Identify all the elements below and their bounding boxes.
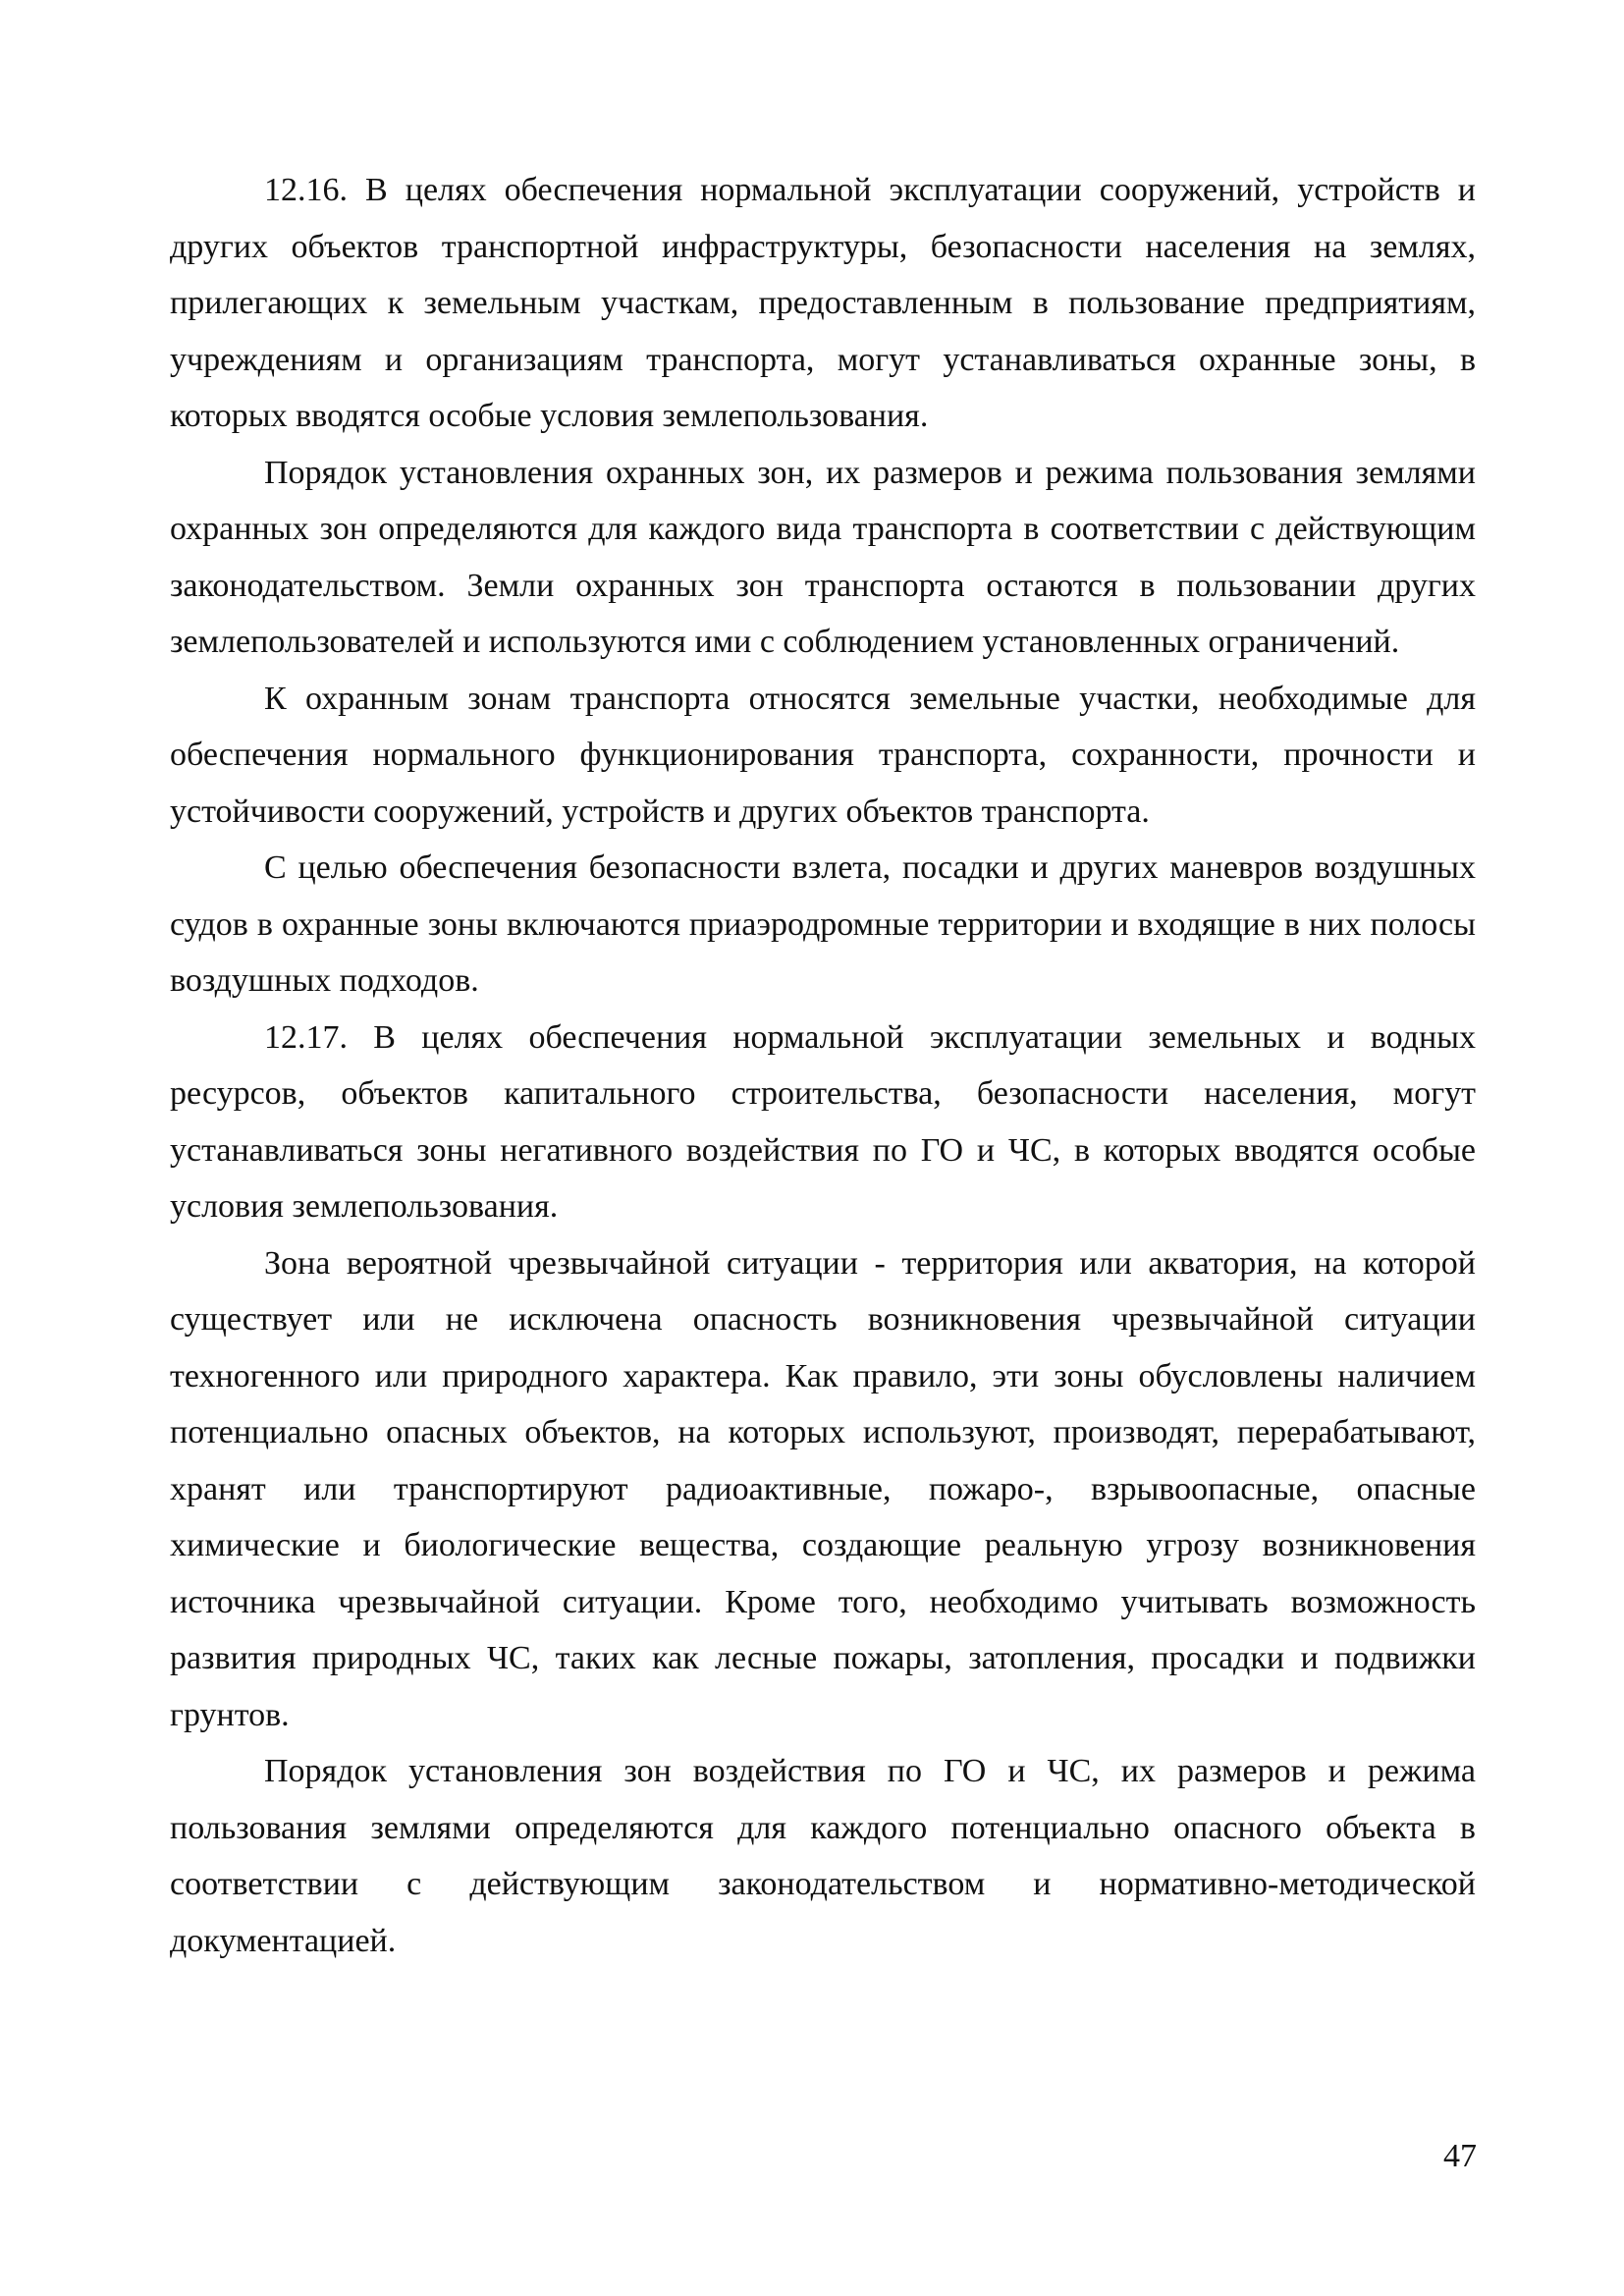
- paragraph-go-chs-zone-procedure: Порядок установления зон воздействия по ГО и ЧС, их размеров и режима пользования землями определяются для каждого потенциально опасного объекта в соответствии с действующим законодательством и нормативно-методической документацией.: [170, 1753, 1476, 1959]
- paragraph-protection-zone-procedure: Порядок установления охранных зон, их размеров и режима пользования землями охранных зон определяются для каждого вида транспорта в соответствии с действующим законодательством. Земли охранных зон транспорта остаются в пользовании других землепользователей и используются ими с соблюдением установленных ограничений.: [170, 454, 1476, 660]
- paragraph-emergency-zone-definition: Зона вероятной чрезвычайной ситуации - территория или акватория, на которой существует или не исключена опасность возникновения чрезвычайной ситуации техногенного или природного характера. Как правило, эти зоны обусловлены наличием потенциально опасных объектов, на которых используют, производят, перерабатывают, хранят или транспортируют радиоактивные, пожаро-, взрывоопасные, опасные химические и биологические вещества, создающие реальную угрозу возникновения источника чрезвычайной ситуации. Кроме того, необходимо учитывать возможность развития природных ЧС, таких как лесные пожары, затопления, просадки и подвижки грунтов.: [170, 1244, 1476, 1733]
- paragraph-12-16: 12.16. В целях обеспечения нормальной эксплуатации сооружений, устройств и других объектов транспортной инфраструктуры, безопасности населения на землях, прилегающих к земельным участкам, предоставленным в пользование предприятиям, учреждениям и организациям транспорта, могут устанавливаться охранные зоны, в которых вводятся особые условия землепользования.: [170, 172, 1476, 434]
- paragraph-aerodrome-zones: С целью обеспечения безопасности взлета, посадки и других маневров воздушных судов в охранные зоны включаются приаэродромные территории и входящие в них полосы воздушных подходов.: [170, 849, 1476, 999]
- document-body: [170, 162, 1476, 1969]
- paragraph-transport-protection-zones: К охранным зонам транспорта относятся земельные участки, необходимые для обеспечения нормального функционирования транспорта, сохранности, прочности и устойчивости сооружений, устройств и других объектов транспорта.: [170, 680, 1476, 830]
- paragraph-12-17: 12.17. В целях обеспечения нормальной эксплуатации земельных и водных ресурсов, объектов капитального строительства, безопасности населения, могут устанавливаться зоны негативного воздействия по ГО и ЧС, в которых вводятся особые условия землепользования.: [170, 1018, 1476, 1225]
- page-number: 47: [1443, 2138, 1477, 2174]
